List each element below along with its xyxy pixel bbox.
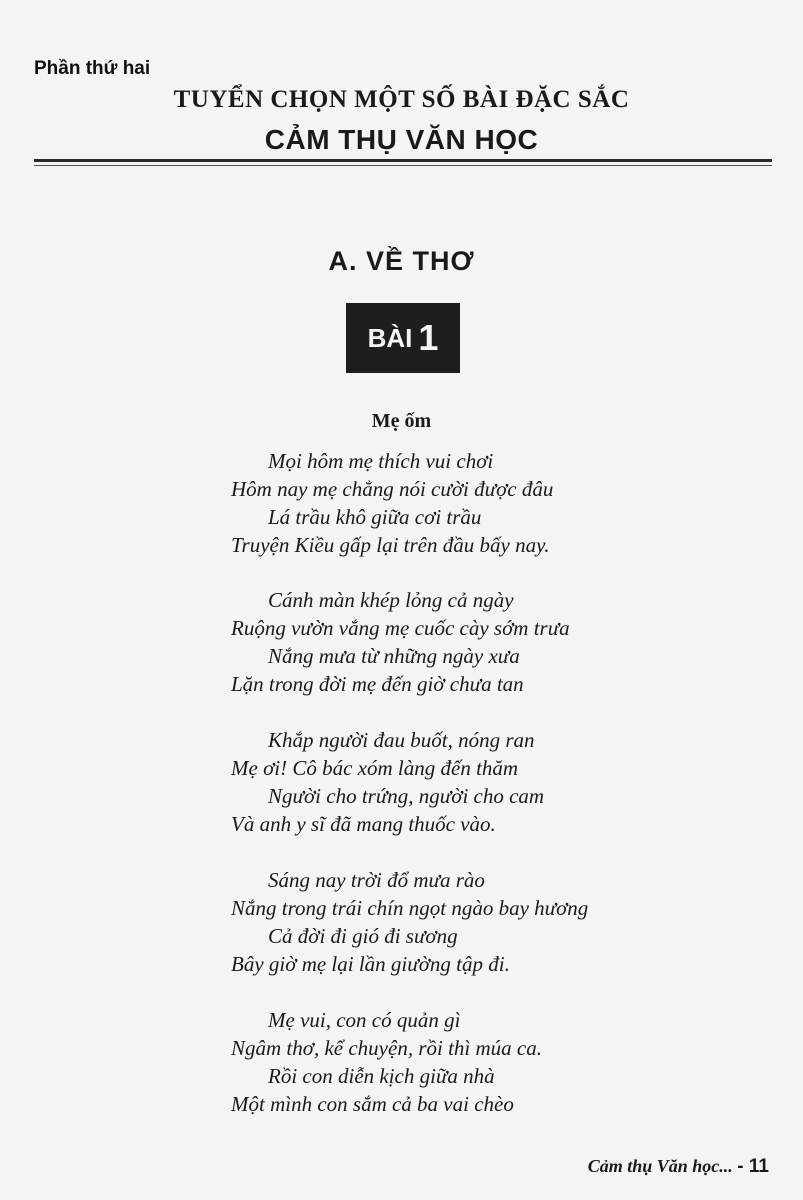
title-rule-thick [34,159,772,162]
poem-line: Nắng trong trái chín ngọt ngào bay hương [231,896,589,920]
poem-line: Sáng nay trời đổ mưa rào [268,868,485,892]
poem-line: Lá trầu khô giữa cơi trầu [268,505,482,529]
poem-line: Mọi hôm mẹ thích vui chơi [268,449,494,473]
poem-line: Bây giờ mẹ lại lần giường tập đi. [231,952,510,976]
poem-line: Một mình con sắm cả ba vai chèo [231,1092,514,1116]
poem-line: Hôm nay mẹ chẳng nói cười được đâu [231,477,554,501]
title-rule-thin [34,165,772,166]
poem-line: Truyện Kiều gấp lại trên đầu bấy nay. [231,533,550,557]
page-number: - 11 [737,1156,769,1177]
footer-book-title: Cảm thụ Văn học... [587,1156,733,1176]
poem-line: Cả đời đi gió đi sương [268,924,458,948]
page-footer [588,1156,769,1178]
poem-line: Khắp người đau buốt, nóng ran [268,728,535,752]
poem-line: Và anh y sĩ đã mang thuốc vào. [231,812,496,836]
poem-line: Rồi con diễn kịch giữa nhà [268,1064,495,1088]
lesson-number: 1 [418,317,439,358]
poem-line: Cánh màn khép lỏng cả ngày [268,588,514,612]
poem-title: Mẹ ốm [371,410,432,432]
poem-line: Nắng mưa từ những ngày xưa [268,644,520,668]
poem-line: Mẹ vui, con có quản gì [268,1008,461,1032]
chapter-title-line2: CẢM THỤ VĂN HỌC [264,124,539,155]
section-heading: A. VỀ THƠ [328,246,475,276]
lesson-badge [346,303,460,373]
part-label: Phần thứ hai [34,58,151,79]
poem-line: Ngâm thơ, kể chuyện, rồi thì múa ca. [231,1036,542,1060]
poem-line: Lặn trong đời mẹ đến giờ chưa tan [231,672,524,696]
chapter-title-line1: TUYỂN CHỌN MỘT SỐ BÀI ĐẶC SẮC [173,86,630,113]
poem-line: Ruộng vườn vắng mẹ cuốc cày sớm trưa [231,616,570,640]
poem-line: Người cho trứng, người cho cam [268,784,545,808]
poem-line: Mẹ ơi! Cô bác xóm làng đến thăm [231,756,519,780]
lesson-word: BÀI [367,322,413,353]
